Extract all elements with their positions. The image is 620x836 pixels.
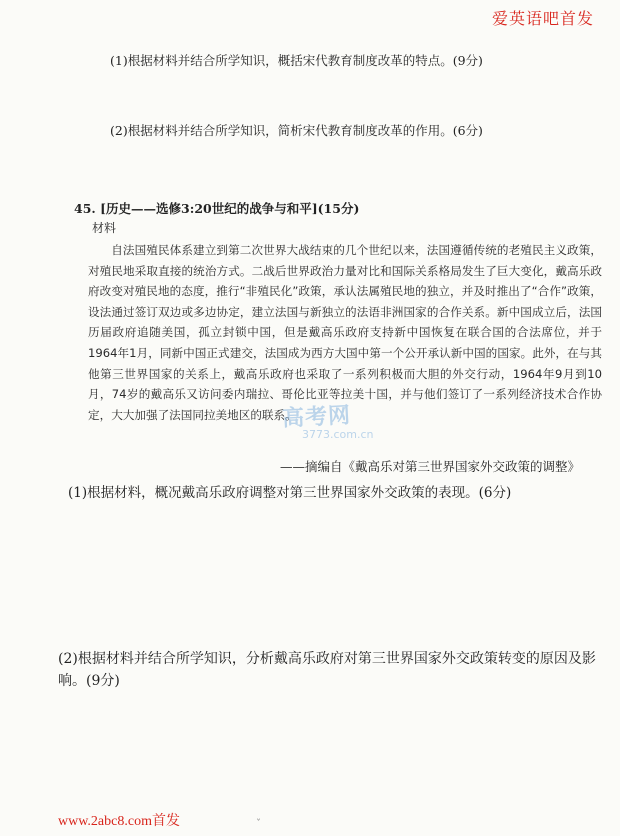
- material-source: ——摘编自《戴高乐对第三世界国家外交政策的调整》: [279, 459, 580, 474]
- question-45-2: (2)根据材料并结合所学知识，分析戴高乐政府对第三世界国家外交政策转变的原因及影响。(9分): [58, 651, 596, 689]
- page-mark: ˇ: [256, 819, 261, 830]
- question-44-2: (2)根据材料并结合所学知识，简析宋代教育制度改革的作用。(6分): [110, 123, 483, 138]
- watermark-top-right: 爱英语吧首发: [491, 11, 594, 28]
- section-45-title: 45. [历史——选修3:20世纪的战争与和平](15分): [74, 201, 360, 216]
- question-44-1: (1)根据材料并结合所学知识，概括宋代教育制度改革的特点。(9分): [110, 53, 483, 68]
- question-45-1: (1)根据材料，概况戴高乐政府调整对第三世界国家外交政策的表现。(6分): [68, 485, 512, 501]
- watermark-center-logo: 高考网: [281, 403, 352, 432]
- watermark-bottom-left: www.2abc8.com首发: [58, 814, 180, 829]
- watermark-center-url: 3773.com.cn: [302, 428, 374, 441]
- material-passage: 自法国殖民体系建立到第二次世界大战结束的几个世纪以来，法国遵循传统的老殖民主义政策，对殖民地采取直接的统治方式。二战后世界政治力量对比和国际关系格局发生了巨大变化，戴高乐政府改变对殖民地的态度，推行“非殖民化”政策，承认法属殖民地的独立，并及时推出了“合作”政策，设法通过签订双边或多边协定，建立法国与新独立的法语非洲国家的合作关系。新中国成立后，法国历届政府追随美国，孤立封锁中国，但是戴高乐政府支持新中国恢复在联合国的合法席位，并于1964年1月，同新中国正式建交，法国成为西方大国中第一个公开承认新中国的国家。此外，在与其他第三世界国家的关系上，戴高乐政府也采取了一系列积极而大胆的外交行动，1964年9月到10月，74岁的戴高乐又访问委内瑞拉、哥伦比亚等拉美十国，并与他们签订了一系列经济技术合作协定，大大加强了法国同拉美地区的联系。: [88, 243, 602, 422]
- material-label: 材料: [92, 221, 117, 235]
